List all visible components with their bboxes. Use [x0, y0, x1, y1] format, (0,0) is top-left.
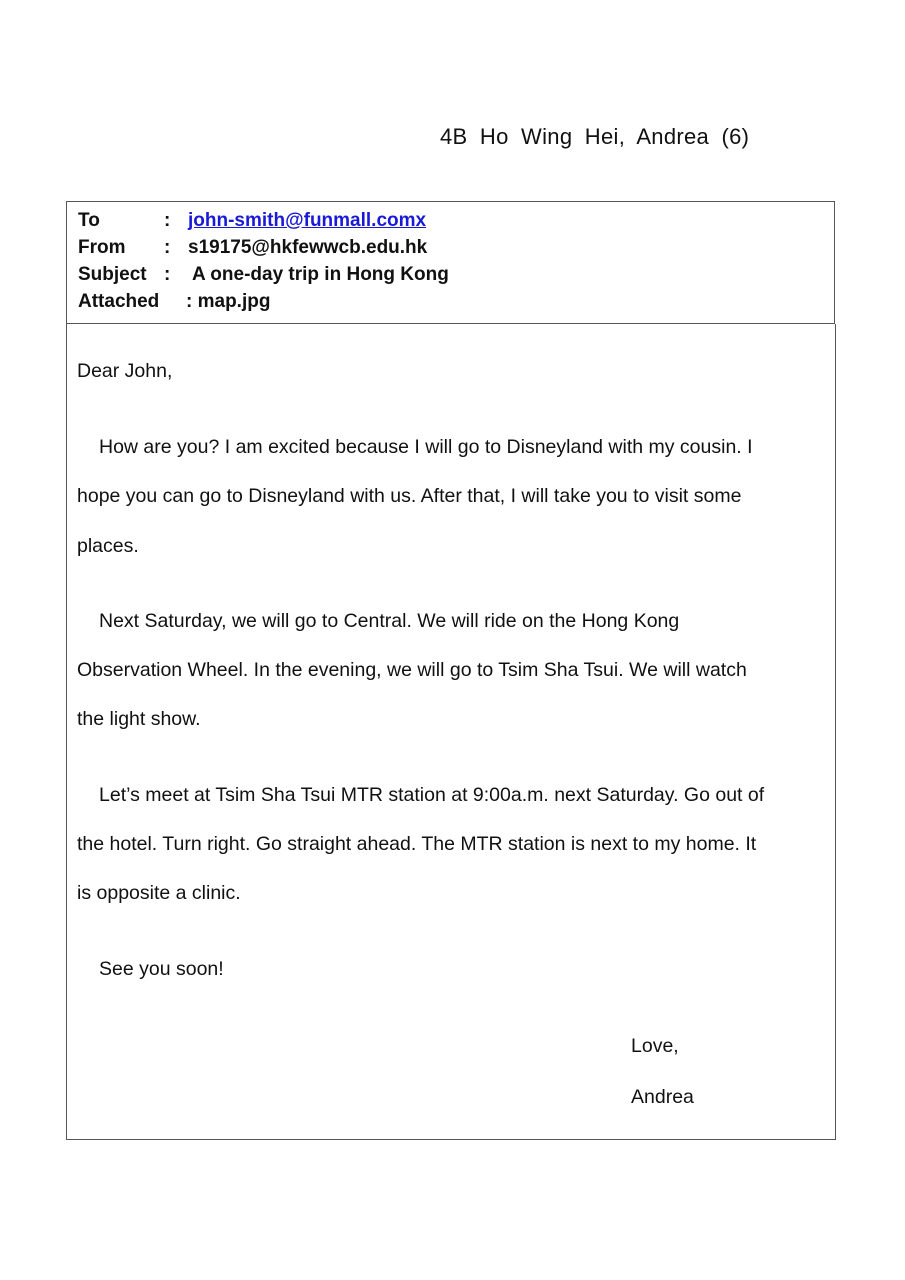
paragraph-1-line-1: How are you? I am excited because I will go to Disneyland with my cousin. I: [99, 436, 753, 458]
to-colon: :: [164, 210, 171, 231]
subject-label: Subject: [78, 264, 147, 285]
paragraph-2-line-3: the light show.: [77, 708, 201, 730]
from-email: s19175@hkfewwcb.edu.hk: [188, 237, 428, 258]
paragraph-2-line-2: Observation Wheel. In the evening, we will go to Tsim Sha Tsui. We will watch: [77, 659, 747, 681]
from-colon: :: [164, 237, 171, 258]
paragraph-1-line-2: hope you can go to Disneyland with us. After that, I will take you to visit some: [77, 485, 742, 507]
to-email-link[interactable]: john-smith@funmall.comx: [188, 210, 427, 231]
student-info: 4B Ho Wing Hei, Andrea (6): [440, 124, 750, 149]
paragraph-4: See you soon!: [99, 958, 224, 980]
subject-value: A one-day trip in Hong Kong: [192, 264, 449, 285]
attachment-name[interactable]: : map.jpg: [186, 291, 271, 312]
signature: Andrea: [631, 1086, 694, 1108]
paragraph-3-line-2: the hotel. Turn right. Go straight ahead. The MTR station is next to my home. It: [77, 833, 757, 855]
subject-colon: :: [164, 264, 171, 285]
paragraph-1-line-3: places.: [77, 535, 139, 557]
from-label: From: [78, 237, 126, 258]
paragraph-2-line-1: Next Saturday, we will go to Central. We will ride on the Hong Kong: [99, 610, 680, 632]
to-label: To: [78, 210, 100, 231]
paragraph-3-line-3: is opposite a clinic.: [77, 882, 241, 904]
email-header: [66, 201, 835, 324]
closing: Love,: [631, 1035, 679, 1057]
attached-label: Attached: [78, 291, 160, 312]
greeting: Dear John,: [77, 360, 173, 382]
paragraph-3-line-1: Let’s meet at Tsim Sha Tsui MTR station at 9:00a.m. next Saturday. Go out of: [99, 784, 765, 806]
